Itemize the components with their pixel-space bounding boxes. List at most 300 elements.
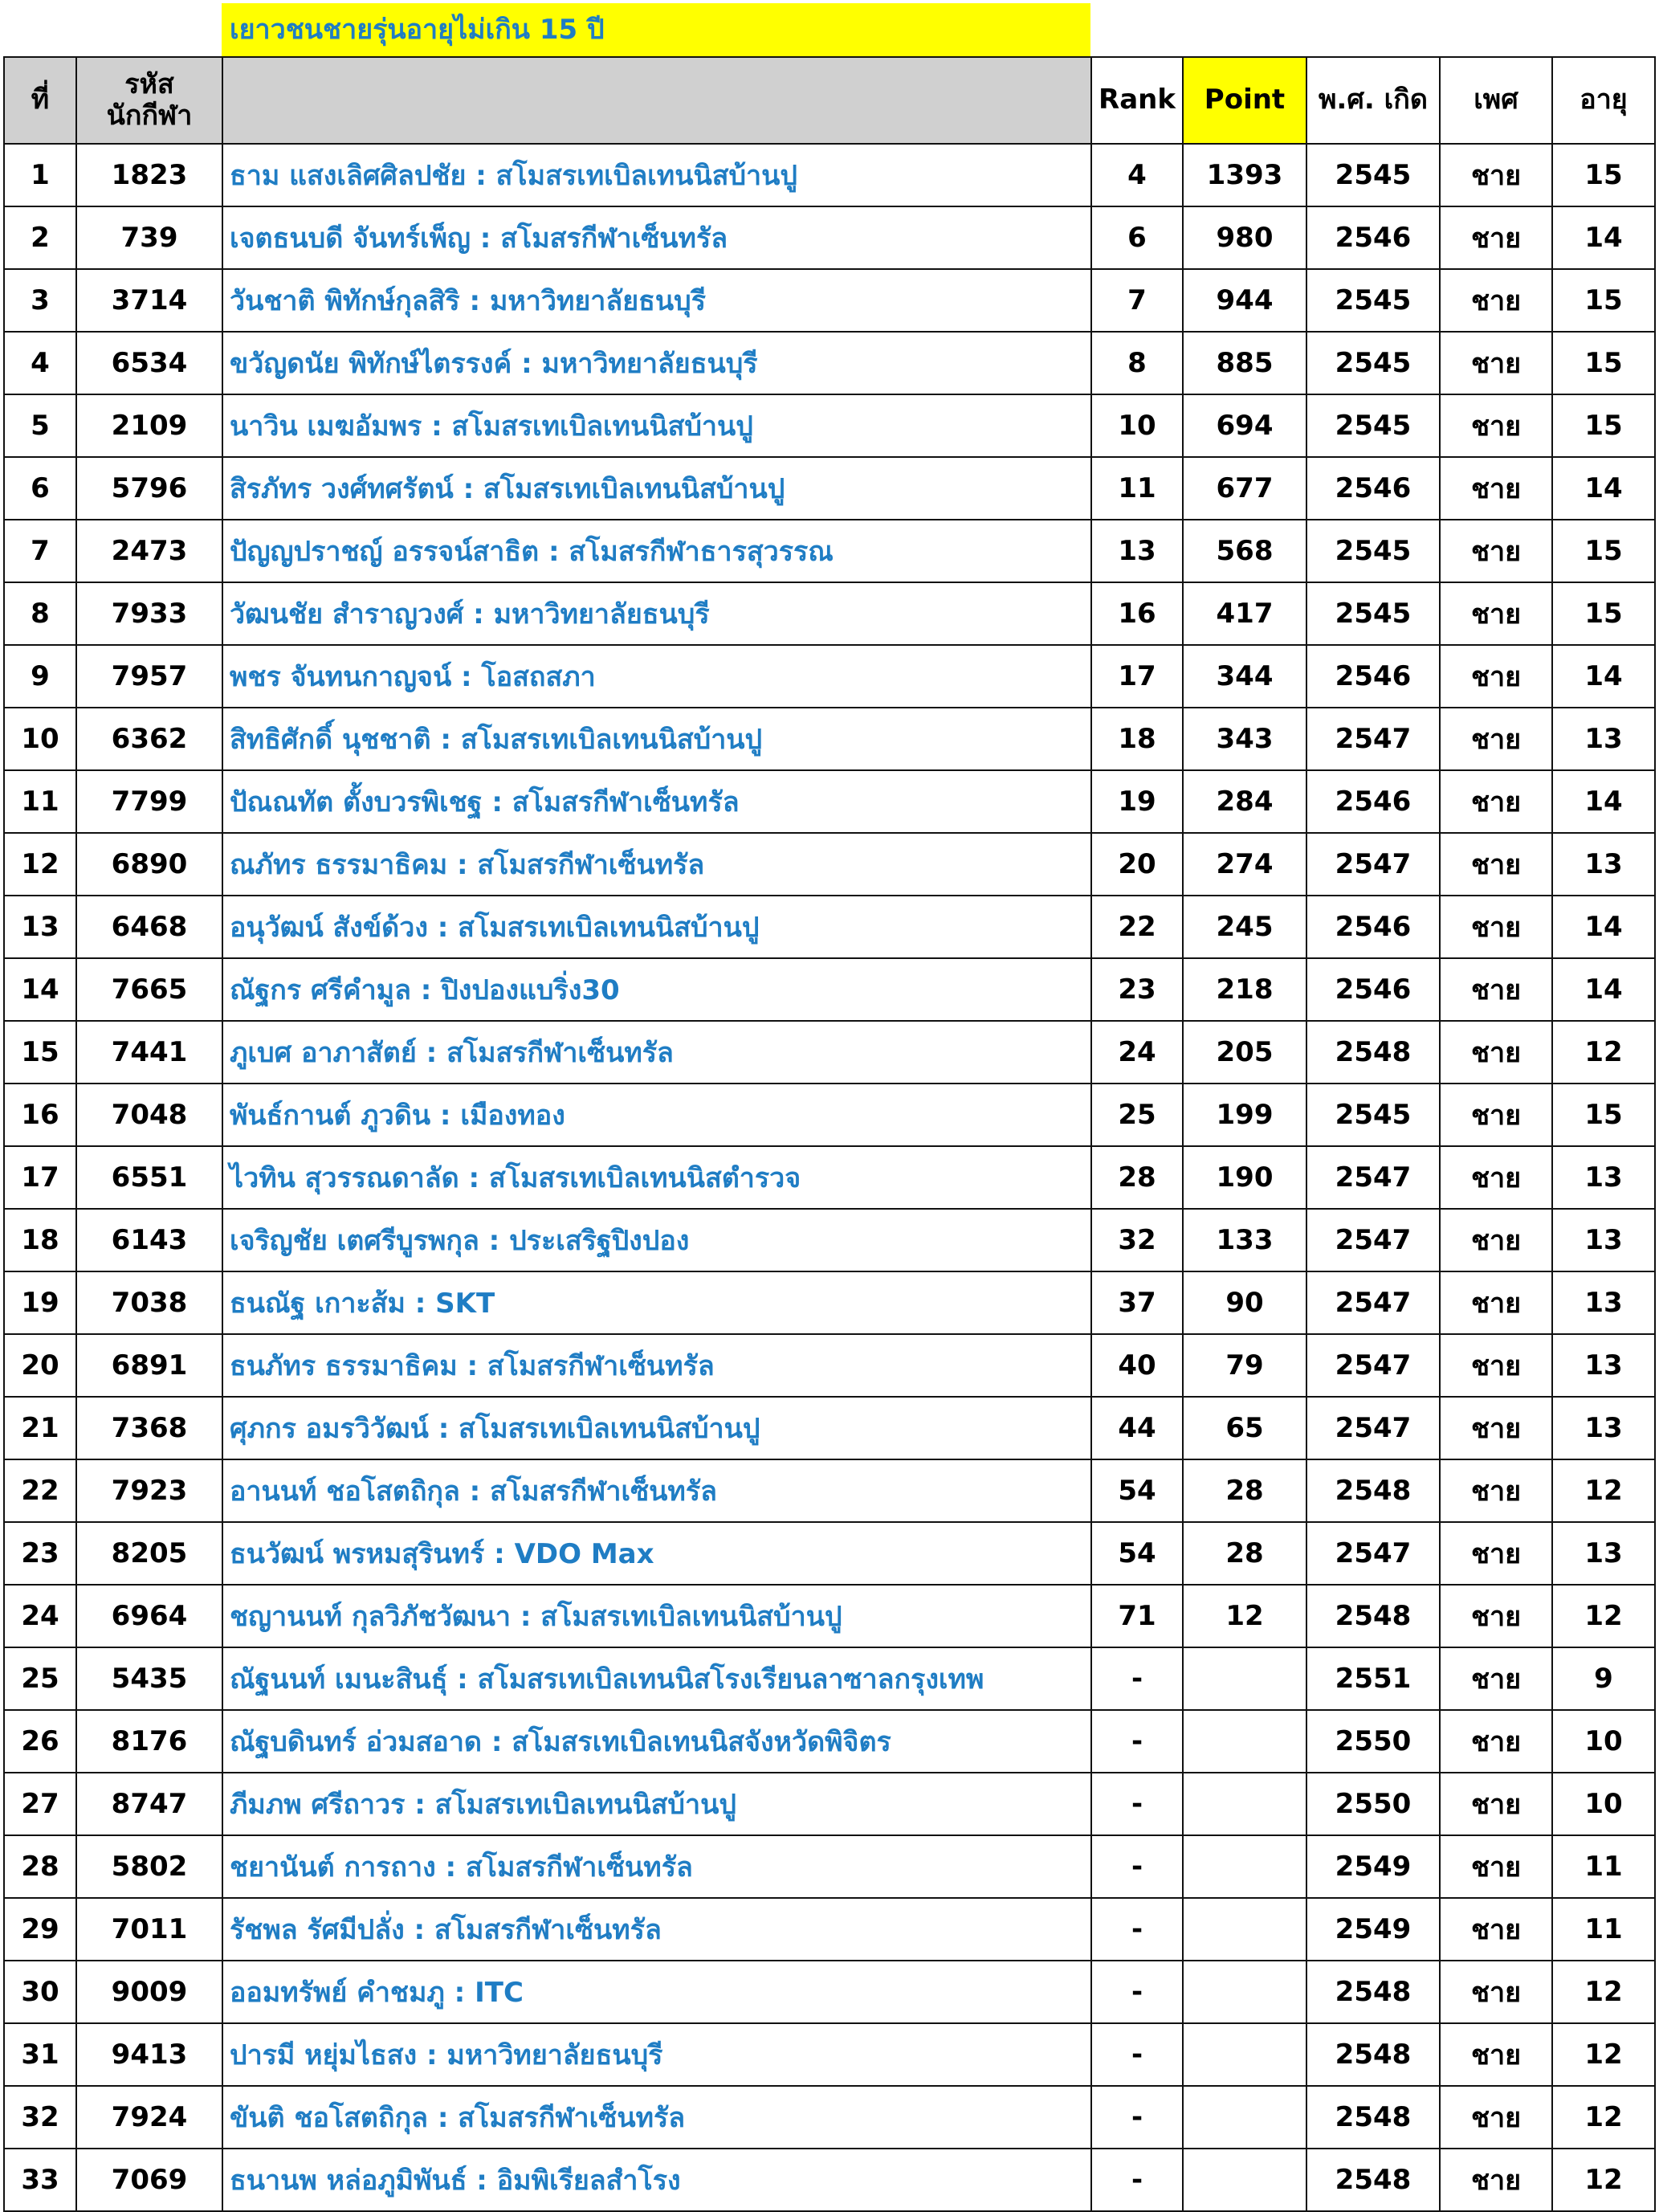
cell-birth-year[interactable]: 2547 xyxy=(1306,1334,1440,1397)
cell-birth-year[interactable]: 2545 xyxy=(1306,394,1440,457)
table-row xyxy=(4,1459,1655,1522)
cell-point[interactable]: 344 xyxy=(1183,645,1306,708)
cell-code[interactable]: 8205 xyxy=(76,1522,222,1585)
cell-age[interactable]: 14 xyxy=(1552,770,1655,833)
cell-no[interactable]: 32 xyxy=(4,2086,76,2149)
cell-point[interactable]: 1393 xyxy=(1183,144,1306,206)
cell-name[interactable]: พันธ์กานต์ ภูวดิน : เมืองทอง xyxy=(222,1084,1091,1146)
cell-no[interactable]: 9 xyxy=(4,645,76,708)
cell-gender[interactable]: ชาย xyxy=(1440,1835,1552,1898)
cell-age[interactable]: 11 xyxy=(1552,1835,1655,1898)
table-row xyxy=(4,1647,1655,1710)
cell-gender[interactable]: ชาย xyxy=(1440,708,1552,770)
cell-rank[interactable]: 7 xyxy=(1091,269,1183,332)
cell-rank[interactable]: 23 xyxy=(1091,958,1183,1021)
header-point[interactable]: Point xyxy=(1183,57,1306,144)
cell-code[interactable]: 2109 xyxy=(76,394,222,457)
cell-gender[interactable]: ชาย xyxy=(1440,1898,1552,1961)
cell-no[interactable]: 12 xyxy=(4,833,76,896)
cell-no[interactable]: 22 xyxy=(4,1459,76,1522)
cell-age[interactable]: 11 xyxy=(1552,1898,1655,1961)
cell-birth-year[interactable]: 2547 xyxy=(1306,833,1440,896)
cell-gender[interactable]: ชาย xyxy=(1440,1459,1552,1522)
cell-no[interactable]: 19 xyxy=(4,1271,76,1334)
cell-rank[interactable]: 24 xyxy=(1091,1021,1183,1084)
cell-gender[interactable]: ชาย xyxy=(1440,1397,1552,1459)
cell-no[interactable]: 13 xyxy=(4,896,76,958)
cell-rank[interactable]: 18 xyxy=(1091,708,1183,770)
cell-age[interactable]: 14 xyxy=(1552,206,1655,269)
cell-age[interactable]: 13 xyxy=(1552,708,1655,770)
cell-age[interactable]: 12 xyxy=(1552,1459,1655,1522)
cell-gender[interactable]: ชาย xyxy=(1440,1209,1552,1271)
cell-point[interactable] xyxy=(1183,1961,1306,2023)
cell-no[interactable]: 30 xyxy=(4,1961,76,2023)
table-row xyxy=(4,1773,1655,1835)
cell-name[interactable]: ขันติ ชอโสตถิกุล : สโมสรกีฬาเซ็นทรัล xyxy=(222,2086,1091,2149)
cell-point[interactable]: 274 xyxy=(1183,833,1306,896)
table-row xyxy=(4,144,1655,206)
table-row xyxy=(4,1084,1655,1146)
table-row xyxy=(4,1522,1655,1585)
cell-gender[interactable]: ชาย xyxy=(1440,1773,1552,1835)
cell-no[interactable]: 7 xyxy=(4,520,76,582)
cell-point[interactable]: 199 xyxy=(1183,1084,1306,1146)
cell-gender[interactable]: ชาย xyxy=(1440,206,1552,269)
cell-name[interactable]: ณัฐนนท์ เมนะสินธุ์ : สโมสรเทเบิลเทนนิสโรงเรียนลาซาลกรุงเทพ xyxy=(222,1647,1091,1710)
cell-age[interactable]: 9 xyxy=(1552,1647,1655,1710)
cell-birth-year[interactable]: 2550 xyxy=(1306,1773,1440,1835)
cell-name[interactable]: วันชาติ พิทักษ์กุลสิริ : มหาวิทยาลัยธนบุรี xyxy=(222,269,1091,332)
cell-no[interactable]: 4 xyxy=(4,332,76,394)
cell-point[interactable] xyxy=(1183,1710,1306,1773)
cell-code[interactable]: 2473 xyxy=(76,520,222,582)
cell-age[interactable]: 12 xyxy=(1552,1585,1655,1647)
cell-gender[interactable]: ชาย xyxy=(1440,1021,1552,1084)
cell-age[interactable]: 13 xyxy=(1552,1146,1655,1209)
cell-name[interactable]: นาวิน เมฆอัมพร : สโมสรเทเบิลเทนนิสบ้านปู xyxy=(222,394,1091,457)
cell-gender[interactable]: ชาย xyxy=(1440,1647,1552,1710)
cell-age[interactable]: 12 xyxy=(1552,2086,1655,2149)
cell-age[interactable]: 15 xyxy=(1552,394,1655,457)
cell-no[interactable]: 1 xyxy=(4,144,76,206)
cell-rank[interactable]: - xyxy=(1091,1773,1183,1835)
cell-name[interactable]: ขวัญดนัย พิทักษ์ไตรรงค์ : มหาวิทยาลัยธนบุรี xyxy=(222,332,1091,394)
cell-birth-year[interactable]: 2550 xyxy=(1306,1710,1440,1773)
header-gender[interactable]: เพศ xyxy=(1440,57,1552,144)
cell-code[interactable]: 739 xyxy=(76,206,222,269)
cell-gender[interactable]: ชาย xyxy=(1440,833,1552,896)
cell-gender[interactable]: ชาย xyxy=(1440,394,1552,457)
cell-no[interactable]: 18 xyxy=(4,1209,76,1271)
cell-point[interactable] xyxy=(1183,2149,1306,2211)
cell-rank[interactable]: - xyxy=(1091,2086,1183,2149)
table-body xyxy=(4,144,1655,2211)
cell-birth-year[interactable]: 2546 xyxy=(1306,206,1440,269)
cell-gender[interactable]: ชาย xyxy=(1440,1522,1552,1585)
cell-gender[interactable]: ชาย xyxy=(1440,1146,1552,1209)
cell-code[interactable]: 5796 xyxy=(76,457,222,520)
cell-rank[interactable]: - xyxy=(1091,2149,1183,2211)
cell-age[interactable]: 15 xyxy=(1552,144,1655,206)
cell-rank[interactable]: 20 xyxy=(1091,833,1183,896)
table-row xyxy=(4,1209,1655,1271)
cell-birth-year[interactable]: 2548 xyxy=(1306,1961,1440,2023)
table-row xyxy=(4,332,1655,394)
cell-code[interactable]: 7799 xyxy=(76,770,222,833)
cell-rank[interactable]: 17 xyxy=(1091,645,1183,708)
cell-code[interactable]: 8747 xyxy=(76,1773,222,1835)
cell-point[interactable]: 28 xyxy=(1183,1522,1306,1585)
cell-age[interactable]: 12 xyxy=(1552,2023,1655,2086)
cell-rank[interactable]: 13 xyxy=(1091,520,1183,582)
cell-gender[interactable]: ชาย xyxy=(1440,1585,1552,1647)
cell-gender[interactable]: ชาย xyxy=(1440,2086,1552,2149)
cell-name[interactable]: ณภัทร ธรรมาธิคม : สโมสรกีฬาเซ็นทรัล xyxy=(222,833,1091,896)
cell-point[interactable] xyxy=(1183,2023,1306,2086)
cell-code[interactable]: 7011 xyxy=(76,1898,222,1961)
cell-age[interactable]: 15 xyxy=(1552,582,1655,645)
cell-code[interactable]: 6143 xyxy=(76,1209,222,1271)
table-row xyxy=(4,645,1655,708)
cell-no[interactable]: 10 xyxy=(4,708,76,770)
cell-gender[interactable]: ชาย xyxy=(1440,2149,1552,2211)
cell-rank[interactable]: 44 xyxy=(1091,1397,1183,1459)
cell-no[interactable]: 17 xyxy=(4,1146,76,1209)
header-birth-year[interactable]: พ.ศ. เกิด xyxy=(1306,57,1440,144)
cell-gender[interactable]: ชาย xyxy=(1440,1084,1552,1146)
cell-birth-year[interactable]: 2547 xyxy=(1306,1397,1440,1459)
cell-birth-year[interactable]: 2547 xyxy=(1306,1271,1440,1334)
cell-age[interactable]: 15 xyxy=(1552,1084,1655,1146)
cell-name[interactable]: เจตธนบดี จันทร์เพ็ญ : สโมสรกีฬาเซ็นทรัล xyxy=(222,206,1091,269)
cell-point[interactable] xyxy=(1183,1773,1306,1835)
cell-point[interactable]: 133 xyxy=(1183,1209,1306,1271)
cell-code[interactable]: 7665 xyxy=(76,958,222,1021)
cell-point[interactable]: 980 xyxy=(1183,206,1306,269)
cell-no[interactable]: 11 xyxy=(4,770,76,833)
cell-gender[interactable]: ชาย xyxy=(1440,144,1552,206)
cell-age[interactable]: 10 xyxy=(1552,1710,1655,1773)
cell-rank[interactable]: 4 xyxy=(1091,144,1183,206)
cell-code[interactable]: 1823 xyxy=(76,144,222,206)
ranking-sheet xyxy=(3,3,1654,2212)
cell-birth-year[interactable]: 2548 xyxy=(1306,1585,1440,1647)
cell-gender[interactable]: ชาย xyxy=(1440,1710,1552,1773)
cell-point[interactable]: 568 xyxy=(1183,520,1306,582)
cell-age[interactable]: 13 xyxy=(1552,1334,1655,1397)
cell-age[interactable]: 15 xyxy=(1552,332,1655,394)
cell-rank[interactable]: 11 xyxy=(1091,457,1183,520)
cell-name[interactable]: ณัฐบดินทร์ อ่วมสอาด : สโมสรเทเบิลเทนนิสจังหวัดพิจิตร xyxy=(222,1710,1091,1773)
cell-no[interactable]: 33 xyxy=(4,2149,76,2211)
ranking-table xyxy=(3,56,1656,2212)
cell-birth-year[interactable]: 2545 xyxy=(1306,520,1440,582)
cell-point[interactable] xyxy=(1183,2086,1306,2149)
cell-rank[interactable]: - xyxy=(1091,1647,1183,1710)
cell-age[interactable]: 13 xyxy=(1552,1209,1655,1271)
cell-gender[interactable]: ชาย xyxy=(1440,1271,1552,1334)
header-name[interactable] xyxy=(222,57,1091,144)
cell-no[interactable]: 3 xyxy=(4,269,76,332)
cell-gender[interactable]: ชาย xyxy=(1440,457,1552,520)
cell-birth-year[interactable]: 2548 xyxy=(1306,2086,1440,2149)
cell-age[interactable]: 14 xyxy=(1552,958,1655,1021)
cell-code[interactable]: 6534 xyxy=(76,332,222,394)
cell-rank[interactable]: 10 xyxy=(1091,394,1183,457)
cell-point[interactable]: 694 xyxy=(1183,394,1306,457)
cell-code[interactable]: 7957 xyxy=(76,645,222,708)
cell-code[interactable]: 6362 xyxy=(76,708,222,770)
cell-code[interactable]: 7048 xyxy=(76,1084,222,1146)
cell-gender[interactable]: ชาย xyxy=(1440,1334,1552,1397)
cell-birth-year[interactable]: 2547 xyxy=(1306,1209,1440,1271)
cell-gender[interactable]: ชาย xyxy=(1440,2023,1552,2086)
cell-name[interactable]: ธนานพ หล่อภูมิพันธ์ : อิมพิเรียลสำโรง xyxy=(222,2149,1091,2211)
cell-birth-year[interactable]: 2545 xyxy=(1306,1084,1440,1146)
cell-rank[interactable]: - xyxy=(1091,1961,1183,2023)
cell-name[interactable]: ไวทิน สุวรรณดาลัด : สโมสรเทเบิลเทนนิสตำรวจ xyxy=(222,1146,1091,1209)
cell-rank[interactable]: 54 xyxy=(1091,1459,1183,1522)
cell-point[interactable]: 190 xyxy=(1183,1146,1306,1209)
cell-point[interactable]: 28 xyxy=(1183,1459,1306,1522)
cell-code[interactable]: 6891 xyxy=(76,1334,222,1397)
cell-code[interactable]: 9413 xyxy=(76,2023,222,2086)
cell-birth-year[interactable]: 2548 xyxy=(1306,2149,1440,2211)
cell-rank[interactable]: - xyxy=(1091,1898,1183,1961)
cell-age[interactable]: 12 xyxy=(1552,1961,1655,2023)
cell-code[interactable]: 5802 xyxy=(76,1835,222,1898)
cell-no[interactable]: 29 xyxy=(4,1898,76,1961)
cell-birth-year[interactable]: 2545 xyxy=(1306,582,1440,645)
cell-name[interactable]: ธนณัฐ เกาะส้ม : SKT xyxy=(222,1271,1091,1334)
cell-point[interactable]: 218 xyxy=(1183,958,1306,1021)
table-row xyxy=(4,1898,1655,1961)
cell-gender[interactable]: ชาย xyxy=(1440,770,1552,833)
cell-gender[interactable]: ชาย xyxy=(1440,520,1552,582)
sheet-title[interactable]: เยาวชนชายรุ่นอายุไม่เกิน 15 ปี xyxy=(222,3,1090,56)
cell-rank[interactable]: 22 xyxy=(1091,896,1183,958)
cell-point[interactable] xyxy=(1183,1835,1306,1898)
cell-code[interactable]: 6964 xyxy=(76,1585,222,1647)
cell-birth-year[interactable]: 2546 xyxy=(1306,770,1440,833)
cell-birth-year[interactable]: 2549 xyxy=(1306,1898,1440,1961)
cell-rank[interactable]: - xyxy=(1091,1835,1183,1898)
cell-no[interactable]: 8 xyxy=(4,582,76,645)
cell-name[interactable]: พชร จันทนกาญจน์ : โอสถสภา xyxy=(222,645,1091,708)
cell-code[interactable]: 5435 xyxy=(76,1647,222,1710)
cell-birth-year[interactable]: 2547 xyxy=(1306,708,1440,770)
cell-rank[interactable]: 54 xyxy=(1091,1522,1183,1585)
cell-no[interactable]: 16 xyxy=(4,1084,76,1146)
cell-no[interactable]: 27 xyxy=(4,1773,76,1835)
cell-code[interactable]: 7924 xyxy=(76,2086,222,2149)
cell-no[interactable]: 24 xyxy=(4,1585,76,1647)
cell-rank[interactable]: 40 xyxy=(1091,1334,1183,1397)
cell-name[interactable]: ธนภัทร ธรรมาธิคม : สโมสรกีฬาเซ็นทรัล xyxy=(222,1334,1091,1397)
cell-point[interactable]: 79 xyxy=(1183,1334,1306,1397)
cell-rank[interactable]: 28 xyxy=(1091,1146,1183,1209)
cell-point[interactable]: 677 xyxy=(1183,457,1306,520)
cell-point[interactable]: 417 xyxy=(1183,582,1306,645)
cell-birth-year[interactable]: 2546 xyxy=(1306,958,1440,1021)
cell-gender[interactable]: ชาย xyxy=(1440,1961,1552,2023)
cell-birth-year[interactable]: 2551 xyxy=(1306,1647,1440,1710)
cell-rank[interactable]: 16 xyxy=(1091,582,1183,645)
cell-no[interactable]: 28 xyxy=(4,1835,76,1898)
table-row xyxy=(4,896,1655,958)
cell-code[interactable]: 9009 xyxy=(76,1961,222,2023)
cell-name[interactable]: ออมทรัพย์ คำชมภู : ITC xyxy=(222,1961,1091,2023)
cell-code[interactable]: 6468 xyxy=(76,896,222,958)
table-row xyxy=(4,770,1655,833)
cell-no[interactable]: 5 xyxy=(4,394,76,457)
cell-no[interactable]: 21 xyxy=(4,1397,76,1459)
cell-gender[interactable]: ชาย xyxy=(1440,269,1552,332)
cell-gender[interactable]: ชาย xyxy=(1440,896,1552,958)
table-row xyxy=(4,2149,1655,2211)
cell-no[interactable]: 25 xyxy=(4,1647,76,1710)
cell-name[interactable]: ภูเบศ อาภาสัตย์ : สโมสรกีฬาเซ็นทรัล xyxy=(222,1021,1091,1084)
cell-age[interactable]: 13 xyxy=(1552,1271,1655,1334)
cell-name[interactable]: ศุภกร อมรวิวัฒน์ : สโมสรเทเบิลเทนนิสบ้านปู xyxy=(222,1397,1091,1459)
cell-code[interactable]: 3714 xyxy=(76,269,222,332)
cell-rank[interactable]: 8 xyxy=(1091,332,1183,394)
cell-code[interactable]: 7441 xyxy=(76,1021,222,1084)
cell-age[interactable]: 15 xyxy=(1552,269,1655,332)
cell-rank[interactable]: 6 xyxy=(1091,206,1183,269)
cell-code[interactable]: 6890 xyxy=(76,833,222,896)
cell-rank[interactable]: 37 xyxy=(1091,1271,1183,1334)
table-row xyxy=(4,1271,1655,1334)
cell-name[interactable]: ธาม แสงเลิศศิลปชัย : สโมสรเทเบิลเทนนิสบ้านปู xyxy=(222,144,1091,206)
table-row xyxy=(4,520,1655,582)
cell-birth-year[interactable]: 2548 xyxy=(1306,2023,1440,2086)
cell-point[interactable]: 885 xyxy=(1183,332,1306,394)
cell-birth-year[interactable]: 2547 xyxy=(1306,1146,1440,1209)
cell-birth-year[interactable]: 2545 xyxy=(1306,144,1440,206)
cell-age[interactable]: 14 xyxy=(1552,896,1655,958)
cell-birth-year[interactable]: 2546 xyxy=(1306,457,1440,520)
cell-point[interactable]: 944 xyxy=(1183,269,1306,332)
header-rank[interactable]: Rank xyxy=(1091,57,1183,144)
cell-age[interactable]: 13 xyxy=(1552,1397,1655,1459)
cell-age[interactable]: 12 xyxy=(1552,2149,1655,2211)
cell-code[interactable]: 7368 xyxy=(76,1397,222,1459)
cell-gender[interactable]: ชาย xyxy=(1440,582,1552,645)
cell-point[interactable]: 343 xyxy=(1183,708,1306,770)
table-row xyxy=(4,1146,1655,1209)
cell-rank[interactable]: - xyxy=(1091,1710,1183,1773)
cell-no[interactable]: 23 xyxy=(4,1522,76,1585)
cell-rank[interactable]: 25 xyxy=(1091,1084,1183,1146)
cell-age[interactable]: 10 xyxy=(1552,1773,1655,1835)
cell-name[interactable]: ชญานนท์ กุลวิภัชวัฒนา : สโมสรเทเบิลเทนนิสบ้านปู xyxy=(222,1585,1091,1647)
cell-code[interactable]: 6551 xyxy=(76,1146,222,1209)
header-code-line2: นักกีฬา xyxy=(106,100,193,132)
cell-birth-year[interactable]: 2547 xyxy=(1306,1522,1440,1585)
cell-no[interactable]: 15 xyxy=(4,1021,76,1084)
cell-no[interactable]: 20 xyxy=(4,1334,76,1397)
cell-code[interactable]: 7038 xyxy=(76,1271,222,1334)
cell-rank[interactable]: 32 xyxy=(1091,1209,1183,1271)
cell-birth-year[interactable]: 2545 xyxy=(1306,332,1440,394)
cell-point[interactable] xyxy=(1183,1647,1306,1710)
cell-birth-year[interactable]: 2546 xyxy=(1306,645,1440,708)
cell-name[interactable]: สิรภัทร วงศ์ทศรัตน์ : สโมสรเทเบิลเทนนิสบ้านปู xyxy=(222,457,1091,520)
cell-age[interactable]: 13 xyxy=(1552,833,1655,896)
cell-birth-year[interactable]: 2546 xyxy=(1306,896,1440,958)
cell-gender[interactable]: ชาย xyxy=(1440,332,1552,394)
table-row xyxy=(4,1334,1655,1397)
cell-name[interactable]: วัฒนชัย สำราญวงศ์ : มหาวิทยาลัยธนบุรี xyxy=(222,582,1091,645)
table-row xyxy=(4,2086,1655,2149)
cell-age[interactable]: 15 xyxy=(1552,520,1655,582)
cell-name[interactable]: ณัฐกร ศรีคำมูล : ปิงปองแบริ่ง30 xyxy=(222,958,1091,1021)
cell-birth-year[interactable]: 2548 xyxy=(1306,1021,1440,1084)
cell-birth-year[interactable]: 2548 xyxy=(1306,1459,1440,1522)
cell-code[interactable]: 7069 xyxy=(76,2149,222,2211)
cell-name[interactable]: รัชพล รัศมีปลั่ง : สโมสรกีฬาเซ็นทรัล xyxy=(222,1898,1091,1961)
table-row xyxy=(4,1710,1655,1773)
cell-name[interactable]: ปารมี หยุ่มไธสง : มหาวิทยาลัยธนบุรี xyxy=(222,2023,1091,2086)
cell-birth-year[interactable]: 2549 xyxy=(1306,1835,1440,1898)
cell-point[interactable]: 284 xyxy=(1183,770,1306,833)
cell-code[interactable]: 8176 xyxy=(76,1710,222,1773)
cell-no[interactable]: 26 xyxy=(4,1710,76,1773)
header-code[interactable] xyxy=(76,57,222,144)
cell-name[interactable]: ปัณณทัต ตั้งบวรพิเชฐ : สโมสรกีฬาเซ็นทรัล xyxy=(222,770,1091,833)
cell-point[interactable]: 205 xyxy=(1183,1021,1306,1084)
cell-age[interactable]: 13 xyxy=(1552,1522,1655,1585)
cell-rank[interactable]: 19 xyxy=(1091,770,1183,833)
cell-no[interactable]: 2 xyxy=(4,206,76,269)
cell-gender[interactable]: ชาย xyxy=(1440,958,1552,1021)
cell-code[interactable]: 7923 xyxy=(76,1459,222,1522)
cell-rank[interactable]: - xyxy=(1091,2023,1183,2086)
cell-gender[interactable]: ชาย xyxy=(1440,645,1552,708)
cell-name[interactable]: ธนวัฒน์ พรหมสุรินทร์ : VDO Max xyxy=(222,1522,1091,1585)
cell-name[interactable]: อนุวัฒน์ สังข์ด้วง : สโมสรเทเบิลเทนนิสบ้านปู xyxy=(222,896,1091,958)
cell-birth-year[interactable]: 2545 xyxy=(1306,269,1440,332)
table-row xyxy=(4,394,1655,457)
cell-name[interactable]: ปัญญปราชญ์ อรรจน์สาธิต : สโมสรกีฬาธารสุวรรณ xyxy=(222,520,1091,582)
cell-rank[interactable]: 71 xyxy=(1091,1585,1183,1647)
cell-age[interactable]: 12 xyxy=(1552,1021,1655,1084)
cell-name[interactable]: ชยานันต์ การถาง : สโมสรกีฬาเซ็นทรัล xyxy=(222,1835,1091,1898)
cell-no[interactable]: 6 xyxy=(4,457,76,520)
cell-name[interactable]: สิทธิศักดิ์ นุชชาติ : สโมสรเทเบิลเทนนิสบ้านปู xyxy=(222,708,1091,770)
cell-code[interactable]: 7933 xyxy=(76,582,222,645)
cell-no[interactable]: 31 xyxy=(4,2023,76,2086)
cell-name[interactable]: เจริญชัย เตศรีบูรพกุล : ประเสริฐปิงปอง xyxy=(222,1209,1091,1271)
cell-age[interactable]: 14 xyxy=(1552,457,1655,520)
table-row xyxy=(4,1021,1655,1084)
cell-point[interactable]: 12 xyxy=(1183,1585,1306,1647)
cell-name[interactable]: ภีมภพ ศรีถาวร : สโมสรเทเบิลเทนนิสบ้านปู xyxy=(222,1773,1091,1835)
table-row xyxy=(4,206,1655,269)
table-row xyxy=(4,958,1655,1021)
cell-point[interactable]: 65 xyxy=(1183,1397,1306,1459)
header-age[interactable]: อายุ xyxy=(1552,57,1655,144)
cell-name[interactable]: อานนท์ ชอโสตถิกุล : สโมสรกีฬาเซ็นทรัล xyxy=(222,1459,1091,1522)
header-no[interactable]: ที่ xyxy=(4,57,76,144)
cell-point[interactable]: 245 xyxy=(1183,896,1306,958)
cell-no[interactable]: 14 xyxy=(4,958,76,1021)
cell-age[interactable]: 14 xyxy=(1552,645,1655,708)
cell-point[interactable] xyxy=(1183,1898,1306,1961)
cell-point[interactable]: 90 xyxy=(1183,1271,1306,1334)
